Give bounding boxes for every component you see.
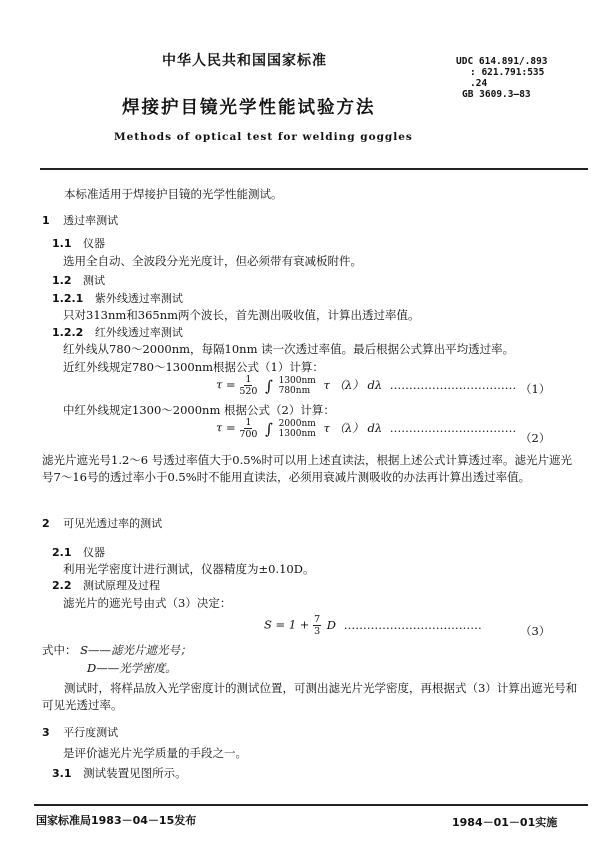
formula-3-dots: ……………………………… bbox=[343, 617, 482, 632]
formula-2-label: （2） bbox=[520, 431, 551, 445]
formula-1-numerator: 1 bbox=[245, 374, 252, 385]
document-title-english: Methods of optical test for welding goggles bbox=[114, 131, 413, 143]
formula-1-label: （1） bbox=[520, 382, 551, 396]
where-clause bbox=[42, 641, 192, 677]
formula-1-fraction bbox=[239, 374, 257, 397]
section-1-title: 透过率测试 bbox=[63, 214, 119, 227]
formula-3-denominator: 3 bbox=[314, 626, 321, 637]
section-2-heading bbox=[42, 515, 162, 531]
udc-line-1: UDC 614.891/.893 bbox=[456, 56, 548, 67]
section-3-text: 是评价滤光片光学质量的手段之一。 bbox=[63, 746, 247, 760]
section-1-1-heading bbox=[52, 235, 105, 251]
section-3-1 bbox=[52, 765, 187, 781]
formula-2-body: τ （λ） dλ bbox=[323, 420, 383, 435]
formula-3-numerator: 7 bbox=[314, 614, 321, 625]
formula-2-lhs: τ = bbox=[216, 420, 236, 435]
section-1-2-title: 测试 bbox=[83, 274, 105, 287]
intro-text: 本标准适用于焊接护目镜的光学性能测试。 bbox=[64, 187, 283, 201]
formula-1-dots: …………………………… bbox=[389, 377, 517, 392]
section-1-2-2-text-3: 中红外线规定1300～2000nm 根据公式（2）计算： bbox=[63, 403, 335, 417]
formula-1-upper-limit: 1300nm bbox=[278, 375, 316, 386]
section-3-1-number: 3.1 bbox=[52, 767, 72, 780]
section-2-title: 可见光透过率的测试 bbox=[63, 517, 163, 530]
section-1-2-2-text-4: 滤光片遮光号1.2～6 号透过率值大于0.5%时可以用上述直读法，根据上述公式计算透过率。滤光片遮光号7～16号的透过率小于0.5%时不能用直读法，必须用衰减片测吸收的办法再计算出透过率值。 bbox=[42, 453, 572, 484]
section-2-1-text: 利用光学密度计进行测试，仪器精度为±0.10D。 bbox=[63, 562, 315, 576]
document-title: 焊接护目镜光学性能试验方法 bbox=[122, 98, 376, 118]
section-2-1-number: 2.1 bbox=[52, 546, 72, 559]
section-2-2-title: 测试原理及过程 bbox=[83, 579, 160, 592]
formula-2-lower-limit: 1300nm bbox=[278, 428, 316, 439]
section-1-1-text: 选用全自动、全波段分光光度计，但必须带有衰减板附件。 bbox=[63, 254, 362, 268]
section-1-2-2-title: 红外线透过率测试 bbox=[94, 326, 183, 339]
udc-line-3: .24 bbox=[470, 78, 488, 89]
section-2-1-title: 仪器 bbox=[83, 546, 105, 559]
section-2-2-text-1: 滤光片的遮光号由式（3）决定： bbox=[63, 596, 232, 610]
section-3-number: 3 bbox=[42, 726, 50, 739]
section-1-2-2-number: 1.2.2 bbox=[52, 326, 84, 339]
formula-1-body: τ （λ） dλ bbox=[323, 377, 383, 392]
formula-2-integral: ∫ bbox=[265, 419, 273, 438]
udc-code bbox=[456, 56, 548, 100]
effective-date: 1984－01－01实施 bbox=[452, 816, 558, 829]
formula-1-limits bbox=[279, 376, 316, 396]
gb-standard-code: GB 3609.3—83 bbox=[462, 89, 531, 100]
section-2-number: 2 bbox=[42, 517, 50, 530]
formula-1-integral: ∫ bbox=[265, 376, 273, 395]
section-3-1-text: 测试装置见图所示。 bbox=[83, 766, 187, 780]
section-2-2-number: 2.2 bbox=[52, 579, 72, 592]
footer-divider bbox=[34, 804, 588, 806]
section-1-heading bbox=[42, 212, 118, 228]
formula-3-body: D bbox=[326, 617, 337, 632]
section-1-2-2-text-1: 红外线从780～2000nm，每隔10nm 读一次透过率值。最后根据公式算出平均透过率。 bbox=[63, 342, 515, 356]
formula-1 bbox=[216, 374, 516, 397]
section-2-2-heading bbox=[52, 577, 160, 593]
section-2-1-heading bbox=[52, 544, 105, 560]
section-3-title: 平行度测试 bbox=[63, 726, 119, 739]
formula-2-fraction bbox=[239, 417, 257, 440]
udc-line-2: : 621.791:535 bbox=[470, 67, 545, 78]
formula-2-denominator: 700 bbox=[239, 429, 258, 440]
where-s-definition: S——滤光片遮光号； bbox=[80, 643, 192, 657]
header-divider bbox=[40, 168, 588, 170]
where-label: 式中： bbox=[42, 643, 77, 657]
section-1-2-number: 1.2 bbox=[52, 274, 72, 287]
section-1-2-2-text-2: 近红外线规定780～1300nm根据公式（1）计算： bbox=[63, 360, 324, 374]
formula-2-dots: …………………………… bbox=[389, 420, 517, 435]
section-1-2-1-title: 紫外线透过率测试 bbox=[94, 292, 183, 305]
formula-2-limits bbox=[279, 419, 316, 439]
formula-3-lhs: S = 1 + bbox=[264, 617, 310, 632]
formula-1-denominator: 520 bbox=[239, 386, 258, 397]
section-1-2-1-number: 1.2.1 bbox=[52, 292, 84, 305]
formula-1-lhs: τ = bbox=[216, 377, 236, 392]
section-2-2-text-2: 测试时，将样品放入光学密度计的测试位置，可测出滤光片光学密度，再根据式（3）计算出遮光号和可见光透过率。 bbox=[42, 681, 578, 712]
formula-2-numerator: 1 bbox=[245, 417, 252, 428]
section-1-number: 1 bbox=[42, 214, 50, 227]
where-d-definition: D——光学密度。 bbox=[87, 661, 177, 675]
formula-1-lower-limit: 780nm bbox=[278, 385, 311, 396]
section-1-1-number: 1.1 bbox=[52, 237, 72, 250]
section-1-2-1-heading bbox=[52, 290, 183, 306]
section-1-2-1-text: 只对313nm和365nm两个波长，首先测出吸收值，计算出透过率值。 bbox=[63, 308, 420, 322]
issued-date: 国家标准局1983－04－15发布 bbox=[36, 814, 197, 827]
issuing-country-heading: 中华人民共和国国家标准 bbox=[162, 53, 327, 69]
section-1-2-2-heading bbox=[52, 324, 183, 340]
formula-3-label: （3） bbox=[520, 624, 551, 638]
formula-3-fraction bbox=[313, 614, 321, 637]
section-1-1-title: 仪器 bbox=[83, 237, 105, 250]
section-3-heading bbox=[42, 724, 118, 740]
formula-2 bbox=[216, 417, 516, 440]
formula-2-upper-limit: 2000nm bbox=[278, 418, 316, 429]
formula-3 bbox=[264, 614, 482, 637]
section-1-2-heading bbox=[52, 272, 105, 288]
